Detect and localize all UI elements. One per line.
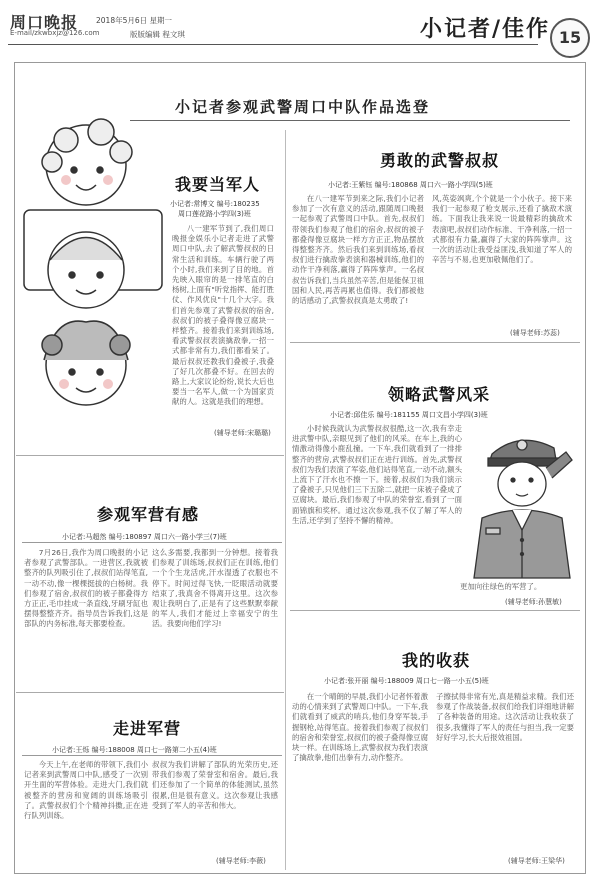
article-6-body-col2: 子擦拭得非常有光,真是精益求精。我们还参观了作战装备,叔叔们给我们详细地讲解了各种装备的用途。这次活动让我收获了很多,我懂得了军人的责任与担当,我一定要好好学习,长大后报效祖国。 [436,692,574,742]
article-3-body-col1: 今天上午,在老师的带领下,我们小记者来到武警周口中队,感受了一次别开生面的军营体验。走进大门,我们就被整齐的营房和宽阔的训练场吸引了。武警叔叔们个个精神抖擞,正在进行队列训练。 [24,760,148,821]
article-6-body-col1: 在一个晴朗的早晨,我们小记者怀着激动的心情来到了武警周口中队。一下车,我们就看到了威武的哨兵,他们身穿军装,手握钢枪,站得笔直。接着我们参观了叔叔们的宿舍和荣誉室,叔叔们的被子叠得像豆腐块一样。在训练场上,武警叔叔为我们表演了擒敌拳,他们出拳有力,动作整齐。 [292,692,428,763]
article-2-body-col1: 7月26日,我作为周口晚报的小记者参观了武警部队。一进营区,我就被整齐的队列吸引住了,叔叔们站得笔直,一动不动,像一棵棵挺拔的白杨树。我们参观了宿舍,叔叔们的被子都叠得方方正正,毛巾挂成一条直线,牙刷牙缸也摆得整整齐齐。指导员告诉我们,这是部队的内务标准,每天都要检查。 [24,548,148,629]
section-divider [290,610,580,611]
column-divider [285,460,286,870]
article-4-tutor: (辅导老师:苏蕊) [510,329,560,337]
article-3-body-col2: 叔叔为我们讲解了部队的光荣历史,还带我们参观了荣誉室和宿舍。最后,我们还参加了一个简单的体能测试,虽然很累,但是很有意义。这次参观让我感受到了军人的辛苦和伟大。 [152,760,278,810]
article-2-body-col2: 这么多需要,我都到一分钟想。接着我们参观了训练场,叔叔们正在训练,他们一个个生龙活虎,汗水湿透了衣服也不停下。时间过得飞快,一眨眼活动就要结束了,我真舍不得离开这里。这次参观让我明白了,正是有了这些默默奉献的军人,我们才能过上幸福安宁的生活。我要向他们学习! [152,548,278,629]
banner-rule [130,120,570,121]
section-divider [16,692,284,693]
page-number-badge: 15 [550,18,590,58]
section-divider [290,342,580,343]
article-3-tutor: (辅导老师:李薇) [216,857,266,865]
article-1-school: 周口莲花路小学四(3)班 [178,210,251,218]
article-4-title: 勇敢的武警叔叔 [380,151,500,170]
article-6-title: 我的收获 [402,651,471,670]
article-5-title: 领略武警风采 [388,385,491,404]
article-1-body: 八一建军节到了,我们周口晚报金娱乐小记者走进了武警周口中队,去了解武警叔叔的日常生活和训练。车辆行驶了两个小时,我们来到了目的地。首先映入眼帘的是一排笔直的白杨树,上面有"听党指挥、能打胜仗、作风优良"十几个大字。我们首先参观了武警叔叔的宿舍,叔叔们的被子叠得像豆腐块一样整齐。接着我们来到训练场,看武警叔叔表演擒敌拳,一招一式都非常有力,我们都看呆了。最后叔叔还教我们叠被子,我叠了好几次都叠不好。在回去的路上,大家议论纷纷,说长大后也要当一名军人,做一个为国家贡献的人。这就是我们的理想。 [172,224,274,407]
masthead-rule [8,44,538,45]
article-6-byline: 小记者:张开丽 编号:188009 周口七一路一小五(5)班 [324,677,489,685]
article-3-byline: 小记者:王烁 编号:188008 周口七一路第二小五(4)班 [52,746,217,754]
article-1-title: 我要当军人 [175,175,261,194]
article-5-caption: 更加向往绿色的军营了。 [460,582,542,591]
article-1-tutor: (辅导老师:宋璐璐) [214,429,271,437]
cartoon-children-illustration [16,110,166,430]
page-banner: 小记者参观武警周口中队作品选登 [175,98,431,116]
section-title: 小记者/佳作 [420,16,551,42]
column-divider [285,130,286,465]
article-3-title: 走进军营 [113,719,182,738]
article-4-body-col2: 风,英姿飒爽,个个就是一个小伙子。接下来我们一起参观了枪支展示,还看了擒敌术演练。下面我让我来说一说最精彩的擒敌术表演吧,叔叔们动作标准、干净利落,一招一式都很有力量,赢得了大家的阵阵掌声。这一次的活动让我受益匪浅,我知道了军人的辛苦与不易,也更加敬佩他们了。 [432,194,572,265]
article-5-tutor: (辅导老师:孙慧敏) [505,598,562,606]
editor-credit: 版版编辑 程文琪 [130,30,185,39]
article-1-byline: 小记者:常博文 编号:180235 [170,200,260,208]
saluting-soldier-illustration [462,418,580,580]
article-6-tutor: (辅导老师:王梁华) [508,857,565,865]
article-4-byline: 小记者:王紫钰 编号:180868 周口六一路小学四(5)班 [328,181,493,189]
newspaper-logo: 周口晚报 [10,13,79,32]
article-2-title: 参观军营有感 [97,505,200,524]
article-5-byline: 小记者:邱佳乐 编号:181155 周口文昌小学四(3)班 [330,411,488,419]
article-2-byline: 小记者:马超然 编号:180897 周口六一路小学三(7)班 [62,533,227,541]
contact-email: E-mail/zkwbxjz@126.com [10,29,100,37]
byline-rule [22,542,282,543]
article-5-body: 小时候我就认为武警叔叔很酷,这一次,我有幸走进武警中队,亲眼见到了他们的风采。在车上,我的心情激动得像小鹿乱撞。一下车,我们就看到了一排排整齐的营房,武警叔叔们正在进行训练。首先,武警叔叔们为我们表演了军姿,他们站得笔直,一动不动,额头上流下了汗水也不擦一下。接着,叔叔们为我们演示了叠被子,只见他们三下五除二,就把一床被子叠成了豆腐块。最后,我们参观了中队的荣誉室,看到了一面面锦旗和奖杯。通过这次参观,我不仅了解了军人的生活,还学到了坚持不懈的精神。 [292,424,462,525]
article-4-body-col1: 在八一建军节到来之际,我们小记者参加了一次有意义的活动,跟随周口晚报一起参观了武警周口中队。首先,叔叔们带领我们参观了他们的宿舍,叔叔的被子都叠得像豆腐块一样方方正正,物品摆放得整整齐齐。然后我们来到训练场,看叔叔们进行擒敌拳表演和器械训练,他们的动作干净利落,赢得了阵阵掌声。一名叔叔告诉我们,当兵虽然辛苦,但是能保卫祖国和人民,再苦再累也值得。我们都被他的话感动了,武警叔叔真是太勇敢了! [292,194,424,306]
byline-rule [22,755,282,756]
section-divider [16,455,284,456]
issue-date: 2018年5月6日 星期一 [96,16,173,25]
